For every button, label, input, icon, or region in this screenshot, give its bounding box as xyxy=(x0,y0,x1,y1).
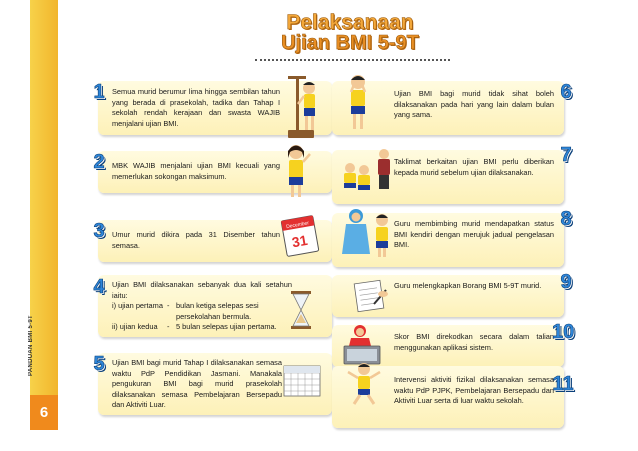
item-number-11: 11 xyxy=(552,373,574,395)
item-number-6: 6 xyxy=(560,81,572,103)
briefing-group-icon xyxy=(336,146,396,192)
sidebar-label: PANDUAN BMI 5-9T xyxy=(28,314,34,376)
card-9-text: Guru melengkapkan Borang BMI 5-9T murid. xyxy=(394,281,542,290)
item-number-8: 8 xyxy=(560,208,572,230)
timetable-icon xyxy=(282,364,322,398)
hourglass-icon xyxy=(290,290,312,330)
form-writing-icon xyxy=(350,278,390,314)
card-8-text: Guru membimbing murid mendapatkan status BMI kendiri dengan merujuk jadual pengelasan BMI. xyxy=(394,219,554,249)
calendar-day: 31 xyxy=(290,231,309,251)
card-4-text xyxy=(112,280,292,333)
card-4-intro: Ujian BMI dilaksanakan sebanyak dua kali setahun iaitu: xyxy=(112,280,292,300)
item-number-3: 3 xyxy=(93,220,105,242)
calendar-icon xyxy=(280,212,322,258)
calendar-header: December xyxy=(285,220,310,231)
title-line-2: Ujian BMI 5-9T xyxy=(281,32,419,54)
card-5-text: Ujian BMI bagi murid Tahap I dilaksanakan semasa waktu PdP Pendidikan Jasmani. Manakala pengukuran BMI bagi murid prasekolah dilaksanakan semasa Pembelajaran Bersepadu dan Aktiviti Luar. xyxy=(112,358,282,409)
item-number-1: 1 xyxy=(93,81,105,103)
page-title xyxy=(250,12,450,54)
item-number-5: 5 xyxy=(93,353,105,375)
card-10-text: Skor BMI direkodkan secara dalam talian menggunakan aplikasi sistem. xyxy=(394,332,554,352)
list-item: ii) ujian kedua - 5 bulan selepas ujian pertama. xyxy=(112,322,277,331)
item-number-7: 7 xyxy=(560,144,572,166)
item-number-4: 4 xyxy=(93,276,105,298)
card-6-text: Ujian BMI bagi murid tidak sihat boleh dilaksanakan pada hari yang lain dalam bulan yang sama. xyxy=(394,89,554,119)
girl-student-icon xyxy=(276,140,316,200)
card-3-text: Umur murid dikira pada 31 Disember tahun semasa. xyxy=(112,230,280,250)
child-on-scale-icon xyxy=(276,74,328,140)
card-2-text: MBK WAJIB menjalani ujian BMI kecuali yang memerlukan sokongan maksimum. xyxy=(112,161,280,181)
card-7-text: Taklimat berkaitan ujian BMI perlu diberikan kepada murid sebelum ujian dilaksanakan. xyxy=(394,157,554,177)
teacher-guiding-icon xyxy=(340,206,396,258)
physical-activity-icon xyxy=(340,360,390,406)
title-line-1: Pelaksanaan xyxy=(286,11,414,34)
item-number-9: 9 xyxy=(560,271,572,293)
title-divider xyxy=(255,59,450,61)
list-item: i) ujian pertama - bulan ketiga selepas sesi xyxy=(112,301,259,310)
item-number-2: 2 xyxy=(93,151,105,173)
card-1-text: Semua murid berumur lima hingga sembilan tahun yang berada di prasekolah, tadika dan Tahap I sekolah rendah kerajaan dan swasta WAJIB menjalani ujian BMI. xyxy=(112,87,280,128)
sidebar xyxy=(0,0,58,451)
item-number-10: 10 xyxy=(552,321,575,343)
card-11-text: Intervensi aktiviti fizikal dilaksanakan semasa waktu PdP PJPK, Pembelajaran Bersepadu dan Aktiviti Luar serta di luar waktu sekolah. xyxy=(394,375,554,405)
list-item: persekolahan bermula. xyxy=(176,311,252,321)
page-number: 6 xyxy=(30,395,58,430)
sick-child-icon xyxy=(338,70,378,134)
